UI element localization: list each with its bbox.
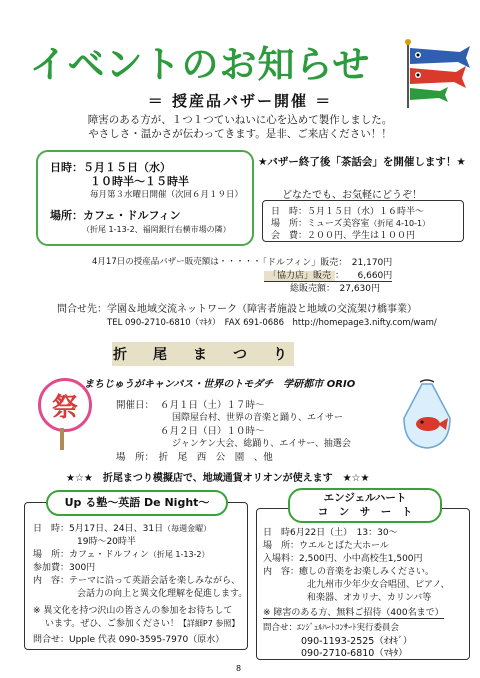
talk-info-box: 日 時：５月１５日（水）１６時半～ 場 所：ミューズ美容室（折尾 4-10-1） 会 費：２００円、学生は１００円 <box>262 200 464 242</box>
intro-text: 障害のある方が、１つ１つていねいに心を込めて製作しました。 やさしさ・温かさが伝わってきます。是非、ご来店ください！！ <box>87 114 393 140</box>
sales-row: 「協力店」販売 ： 6,660円 <box>264 268 392 281</box>
festival-day1-desc: 国際屋台村、世界の音楽と踊り、エイサー <box>172 413 344 423</box>
page-title: イベントのお知らせ <box>29 43 371 86</box>
bazaar-heading: ＝ 授産品バザー開催 ＝ <box>147 92 333 110</box>
festival-subtitle: まちじゅうがキャンパス・世界のトモダチ 学研都市 ORIO <box>84 379 356 390</box>
upru-title: Up る塾～英語 De Night～ <box>46 490 228 516</box>
page-number: 8 <box>236 664 242 673</box>
upru-box: 日 時：5月17日、24日、31日（毎週金曜） 19時～20時半 場 所：カフェ・ドルフィン（折尾 1-13-2） 参加費：300円 内 容：テーマに沿って英語会話を楽しみながら、 会話力の向上と異文化理解を促進します。 ※ 異文化を持つ沢山の皆さんの参加をお待ちして います。ぜひ、ご参加ください！【詳細P7 参照】 問合せ：Upple 代表 090-3595-7970（原水） <box>24 502 248 650</box>
goldfish-bag-icon <box>398 378 456 450</box>
festival-banner: 折 尾 ま つ り <box>112 342 294 366</box>
bazaar-date-box: 日時：５月１５日（水） １０時半～１５時半 毎月第３水曜日開催（次回６月１９日） 場所：カフェ・ドルフィン （折尾 1-13-2、福岡銀行右横市場の隣） <box>36 150 254 246</box>
festival-date-label: 開催日： <box>116 400 155 411</box>
festival-day2: ６月２日（日）１０時～ <box>160 426 265 437</box>
matsuri-fan-icon: 祭 <box>38 378 92 432</box>
talk-welcome: どなたでも、お気軽にどうぞ！ <box>282 190 422 201</box>
sales-row: 「ドルフィン」販売： 21,170円 <box>258 258 393 268</box>
fan-handle <box>60 428 64 450</box>
talk-title: ★バザー終了後「茶話会」を開催します！★ <box>258 156 466 168</box>
angel-box: 日 時6月22日（土） 13：30～ 場 所：ウエルとばた大ホール 入場料：2,500円、小中高校生1,500円 内 容：癒しの音楽をお楽しみください。 北九州市少年少女合唱団、ピアノ、 和楽器、オカリナ、カリンバ等 ※ 障害のある方、無料ご招待（400名まで） 問合せ：ｴﾝｼﾞｪﾙﾊｰﾄｺﾝｻｰﾄ実行委員会 090-1193-2525（ｵｵｷﾞ） 090-2710-6810（ﾏｷﾀ） <box>256 508 470 660</box>
contact-details: TEL 090-2710-6810（ﾏｷﾀ） FAX 691-0686 http://homepage3.nifty.com/wam/ <box>107 318 437 328</box>
contact-line: 問合せ先：学園＆地域交流ネットワーク（障害者施設と地域の交流架け橋事業） <box>57 304 417 315</box>
festival-note: ★☆★ 折尾まつり模擬店で、地域通貨オリオンが使えます ★☆★ <box>66 473 370 484</box>
sales-intro: 4月17日の授産品バザー販売額は・・・・・ <box>92 257 262 267</box>
festival-day1: ６月１日（土）１７時～ <box>160 400 265 411</box>
angel-title: エンジェルハート コ ン サ ー ト <box>288 488 442 523</box>
festival-day2-desc: ジャンケン大会、総踊り、エイサー、抽選会 <box>172 439 351 449</box>
sales-total: 総販売額： 27,630円 <box>290 284 381 294</box>
festival-place: 場 所： 折 尾 西 公 園 、他 <box>116 452 273 463</box>
